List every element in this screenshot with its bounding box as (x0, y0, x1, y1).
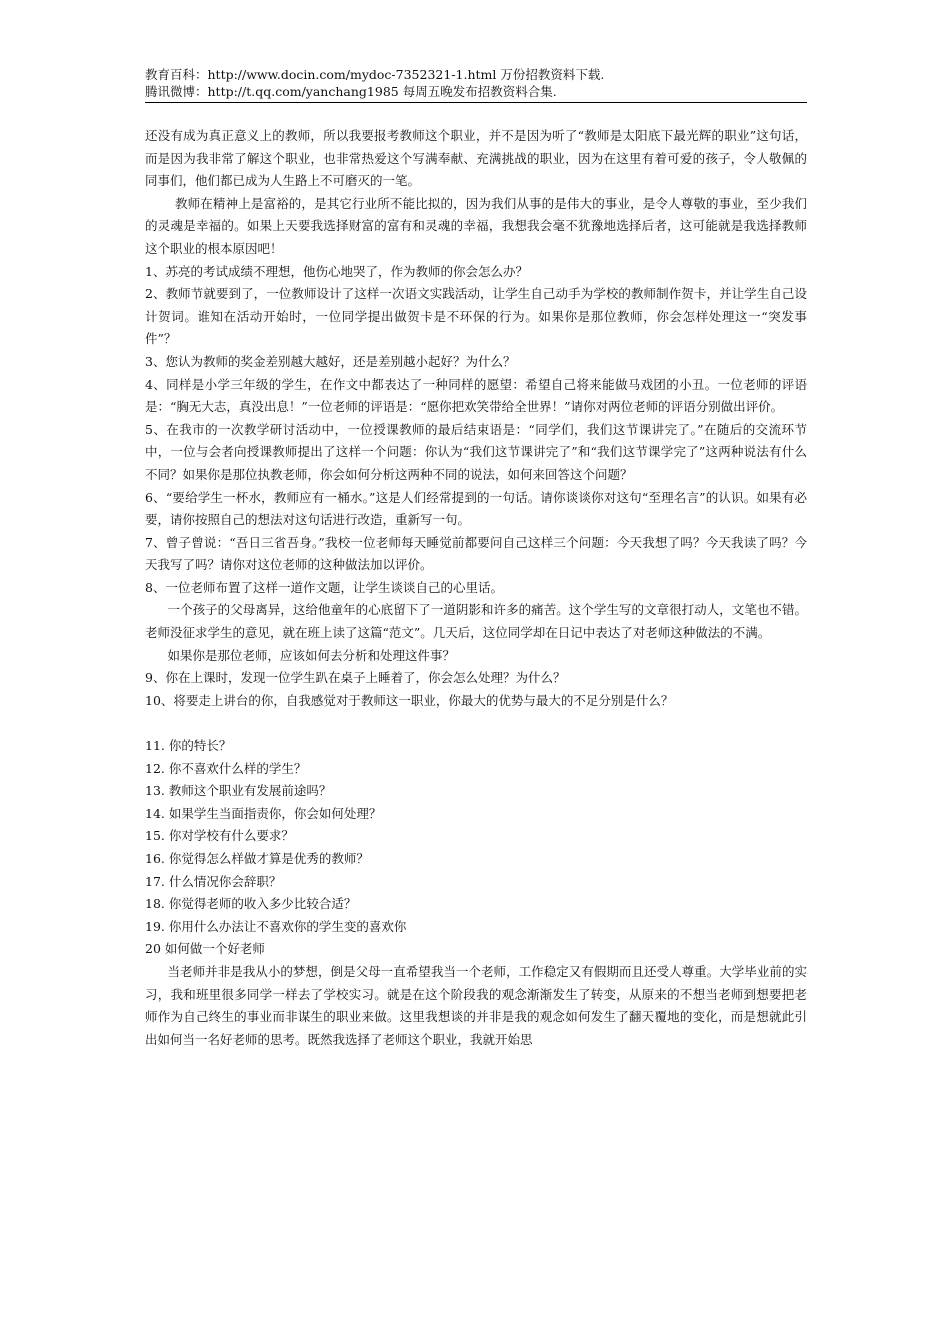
blank-line (145, 712, 807, 735)
question-8-ask: 如果你是那位老师，应该如何去分析和处理这件事？ (167, 647, 456, 663)
question-17: 17. 什么情况你会辞职？ (145, 873, 282, 889)
question-7: 7、曾子曾说：“吾日三省吾身。”我校一位老师每天睡觉前都要问自己这样三个问题：今天我想了吗？今天我读了吗？今天我写了吗？请你对这位老师的这种做法加以评价。 (145, 534, 807, 573)
question-12: 12. 你不喜欢什么样的学生？ (145, 760, 307, 776)
paragraph-intro: 还没有成为真正意义上的教师，所以我要报考教师这个职业，并不是因为听了“教师是太阳底下最光辉的职业”这句话，而是因为我非常了解这个职业，也非常热爱这个写满奉献、充满挑战的职业，因为在这里有着可爱的孩子，令人敬佩的同事们，他们都已成为人生路上不可磨灭的一笔。 (145, 128, 807, 189)
header-line-docin: 教育百科：http://www.docin.com/mydoc-7352321-1.html 万份招教资料下载. (145, 67, 605, 82)
page-header (145, 66, 807, 103)
document-body (145, 125, 807, 1051)
question-3: 3、您认为教师的奖金差别越大越好，还是差别越小起好？为什么？ (145, 353, 516, 369)
question-19: 19. 你用什么办法让不喜欢你的学生变的喜欢你 (145, 918, 407, 934)
question-5: 5、在我市的一次教学研讨活动中，一位授课教师的最后结束语是：“同学们，我们这节课讲完了。”在随后的交流环节中，一位与会者向授课教师提出了这样一个问题：你认为“我们这节课讲完了”和“我们这节课学完了”这两种说法有什么不同？如果你是那位执教老师，你会如何分析这两种不同的说法，如何来回答这个问题？ (145, 421, 807, 482)
question-13: 13. 教师这个职业有发展前途吗？ (145, 783, 332, 799)
question-20: 20 如何做一个好老师 (145, 941, 265, 957)
header-line-weibo: 腾讯微博：http://t.qq.com/yanchang1985 每周五晚发布招教资料合集. (145, 84, 557, 99)
question-16: 16. 你觉得怎么样做才算是优秀的教师？ (145, 851, 369, 866)
question-8: 8、一位老师布置了这样一道作文题，让学生谈谈自己的心里话。 (145, 579, 503, 595)
question-14: 14. 如果学生当面指责你，你会如何处理？ (145, 805, 382, 821)
question-8-story: 一个孩子的父母离异，这给他童年的心底留下了一道阴影和许多的痛苦。这个学生写的文章很打动人，文笔也不错。老师没征求学生的意见，就在班上读了这篇“范文”。几天后，这位同学却在日记中表达了对老师这种做法的不满。 (145, 602, 807, 641)
paragraph-spirit: 教师在精神上是富裕的，是其它行业所不能比拟的，因为我们从事的是伟大的事业，是令人尊敬的事业，至少我们的灵魂是幸福的。如果上天要我选择财富的富有和灵魂的幸福，我想我会毫不犹豫地选择后者，这可能就是我选择教师这个职业的根本原因吧！ (145, 195, 807, 256)
question-6: 6、“要给学生一杯水，教师应有一桶水。”这是人们经常提到的一句话。请你谈谈你对这句“至理名言”的认识。如果有必要，请你按照自己的想法对这句话进行改造，重新写一句。 (145, 489, 807, 528)
question-11: 11. 你的特长？ (145, 738, 232, 754)
question-2: 2、教师节就要到了，一位教师设计了这样一次语文实践活动，让学生自己动手为学校的教师制作贺卡，并让学生自己设计贺词。谁知在活动开始时，一位同学提出做贺卡是不环保的行为。如果你是那位教师，你会怎样处理这一“突发事件”？ (145, 286, 807, 347)
question-15: 15. 你对学校有什么要求？ (145, 828, 294, 844)
question-1: 1、苏亮的考试成绩不理想，他伤心地哭了，作为教师的你会怎么办？ (145, 263, 528, 279)
paragraph-final: 当老师并非是我从小的梦想，倒是父母一直希望我当一个老师，工作稳定又有假期而且还受人尊重。大学毕业前的实习，我和班里很多同学一样去了学校实习。就是在这个阶段我的观念渐渐发生了转变，从原来的不想当老师到想要把老师作为自己终生的事业而非谋生的职业来做。这里我想谈的并非是我的观念如何发生了翻天覆地的变化，而是想就此引出如何当一名好老师的思考。既然我选择了老师这个职业，我就开始思 (145, 963, 807, 1047)
question-4: 4、同样是小学三年级的学生，在作文中都表达了一种同样的愿望：希望自己将来能做马戏团的小丑。一位老师的评语是：“胸无大志，真没出息！”一位老师的评语是：“愿你把欢笑带给全世界！”请你对两位老师的评语分别做出评价。 (145, 376, 807, 415)
question-18: 18. 你觉得老师的收入多少比较合适？ (145, 896, 357, 912)
question-10: 10、将要走上讲台的你，自我感觉对于教师这一职业，你最大的优势与最大的不足分别是什么？ (145, 692, 674, 708)
question-9: 9、你在上课时，发现一位学生趴在桌子上睡着了，你会怎么处理？为什么？ (145, 670, 566, 686)
